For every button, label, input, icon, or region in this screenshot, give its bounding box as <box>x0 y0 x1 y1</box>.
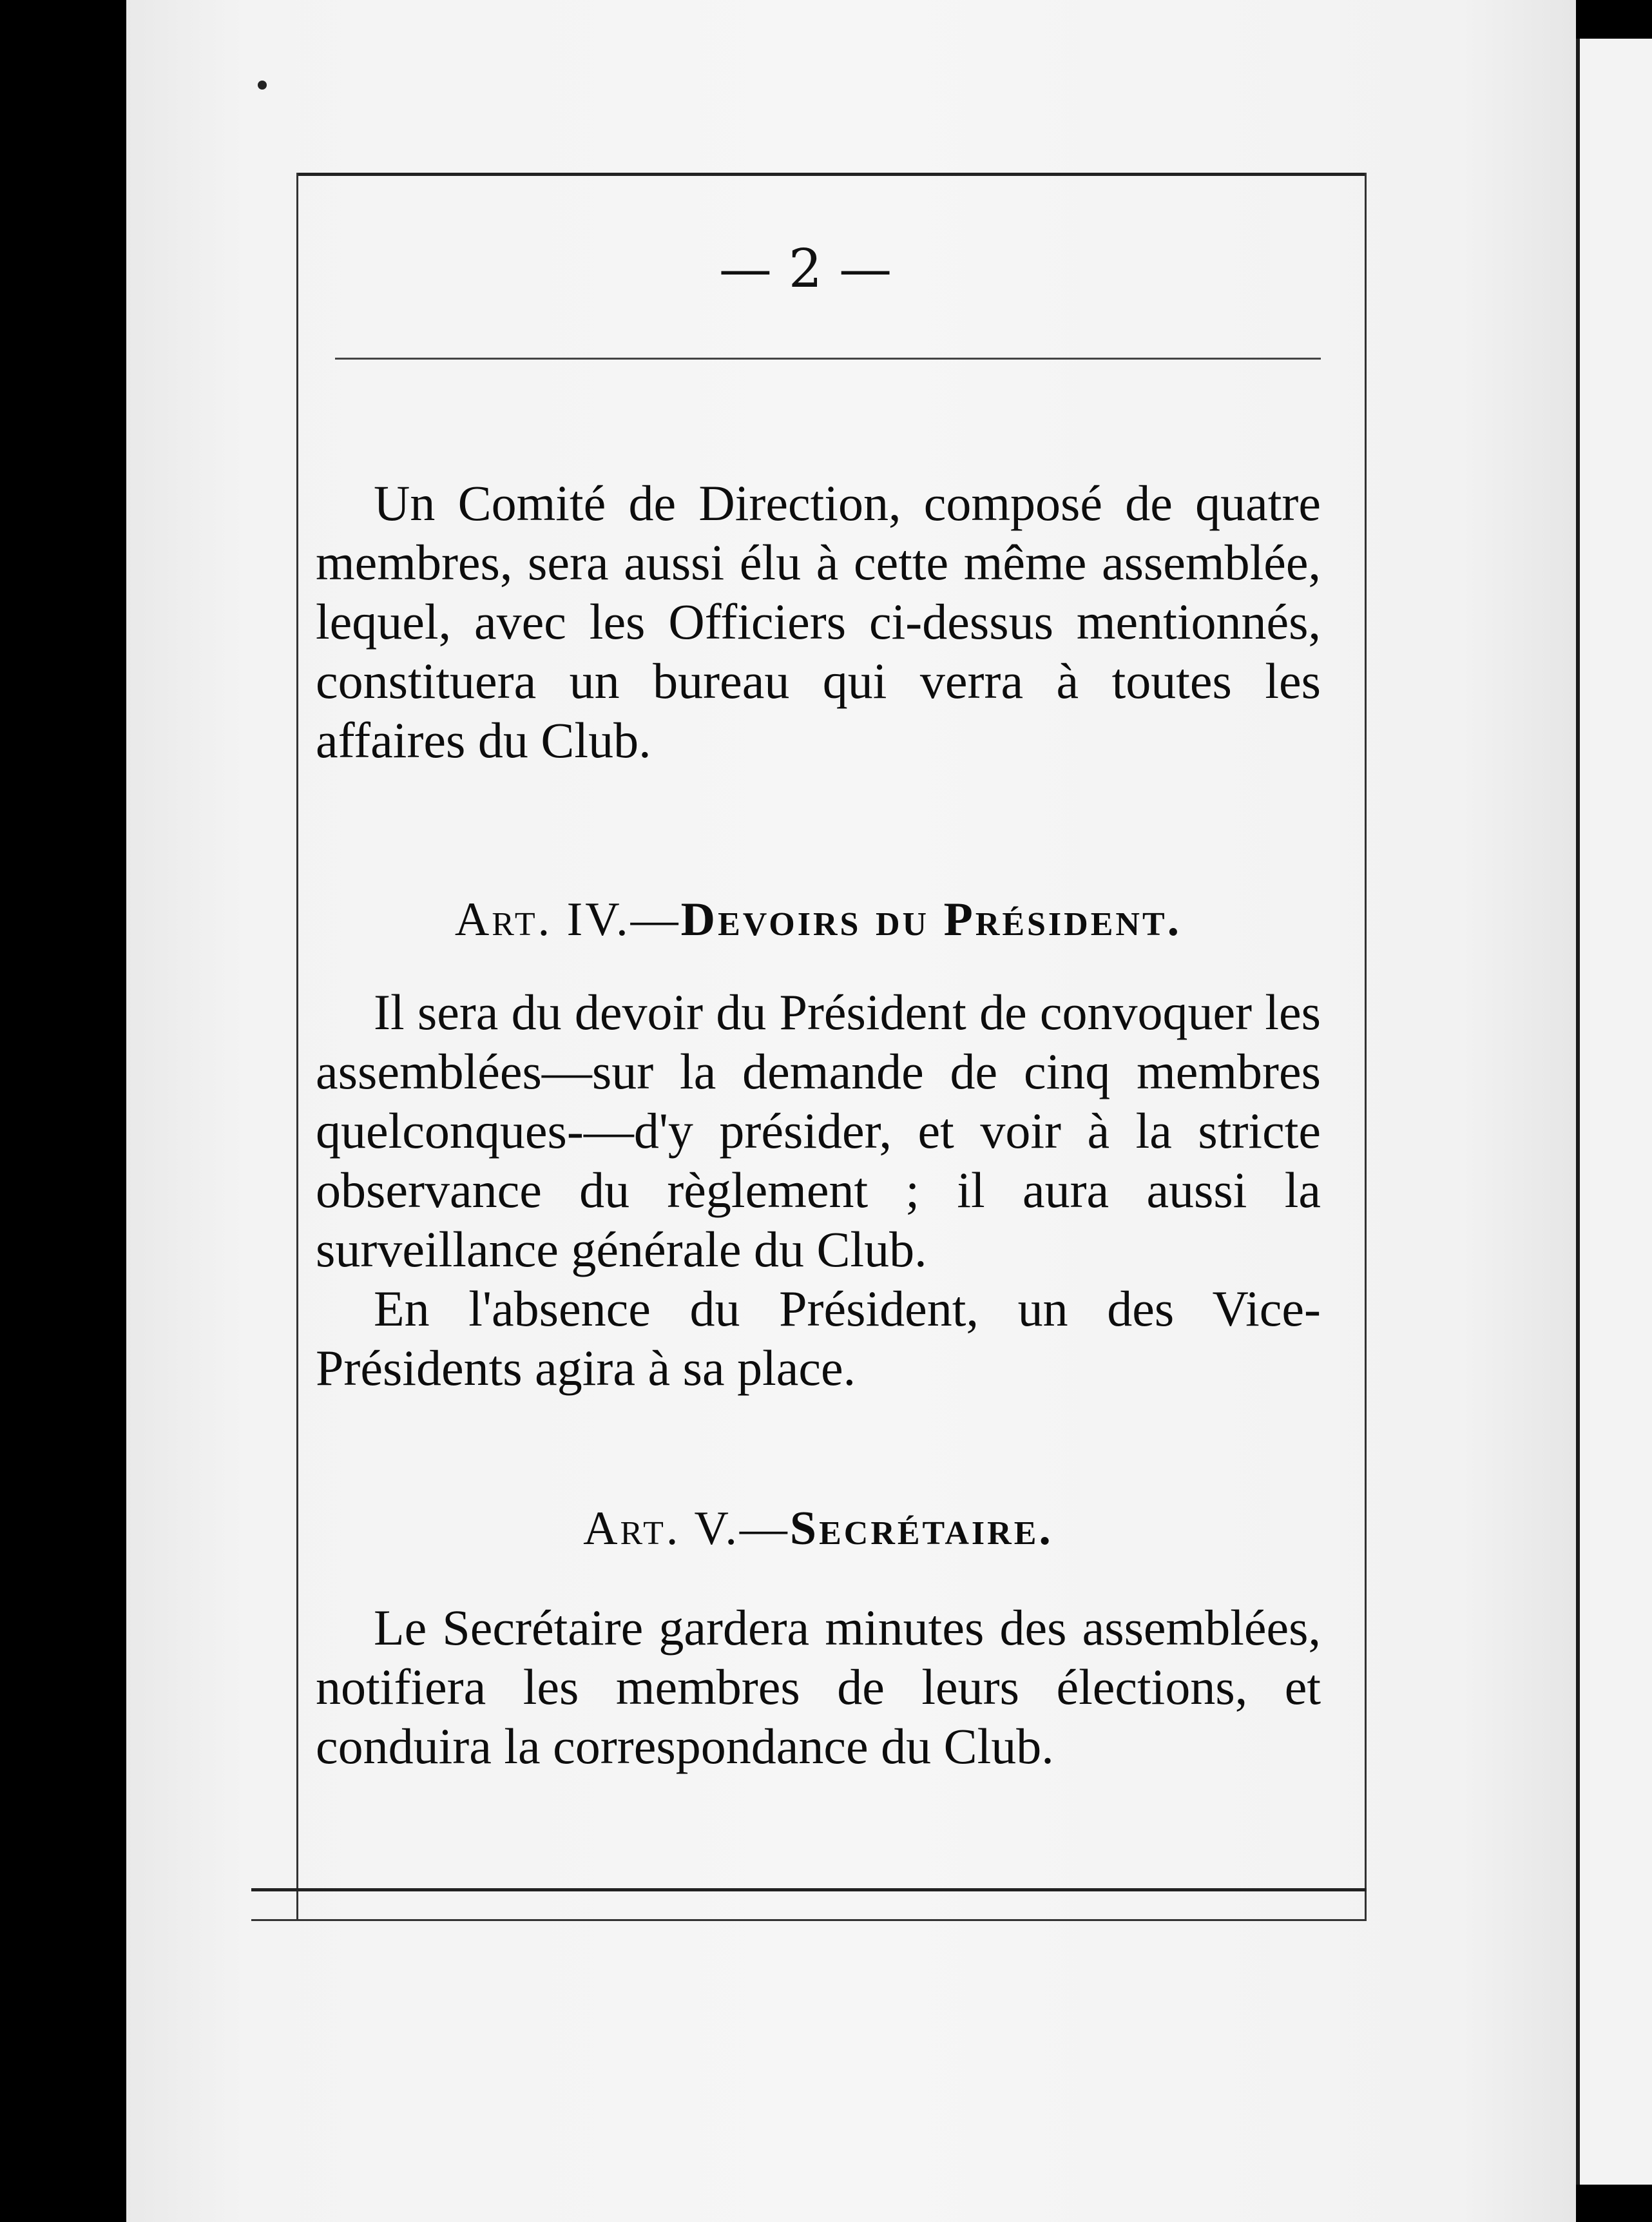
page-number: — 2 — <box>718 238 892 300</box>
article-4-paragraph-duties: Il sera du devoir du Président de convoquer les assemblées—sur la demande de cinq membres quelconques-—d'y présider, et voir à la stricte observance du règlement ; il aura aussi la surveillance générale du Club. <box>316 984 1321 1277</box>
header-rule <box>335 358 1321 360</box>
scan-right-border-bottom <box>1576 2185 1652 2222</box>
article-5-paragraph: Le Secrétaire gardera minutes des assemblées, notifiera les membres de leurs élections, et conduira la correspondance du Club. <box>316 1599 1321 1774</box>
article-4-heading-title: Devoirs du Président. <box>680 893 1182 946</box>
article-5-heading <box>316 1502 1321 1556</box>
article-4-heading <box>316 893 1321 947</box>
scan-right-border-top <box>1576 0 1652 39</box>
scan-left-border <box>0 0 126 2222</box>
article-5-heading-prefix: Art. V.— <box>583 1502 790 1555</box>
frame-bottom-rule <box>251 1888 1367 1891</box>
adjacent-page-edge <box>1576 39 1652 2185</box>
paragraph-comite-direction: Un Comité de Direction, composé de quatre membres, sera aussi élu à cette même assemblée, lequel, avec les Officiers ci-dessus mentionnés, constituera un bureau qui verra à toutes les affaires du Club. <box>316 475 1321 768</box>
article-5-heading-title: Secrétaire. <box>789 1502 1053 1555</box>
article-4-body <box>316 983 1321 1398</box>
frame-bottom-rule-inner <box>251 1919 1367 1921</box>
article-4-heading-prefix: Art. IV.— <box>454 893 681 946</box>
article-4-paragraph-absence: En l'absence du Président, un des Vice-Présidents agira à sa place. <box>316 1280 1321 1396</box>
ink-speck <box>258 81 267 90</box>
